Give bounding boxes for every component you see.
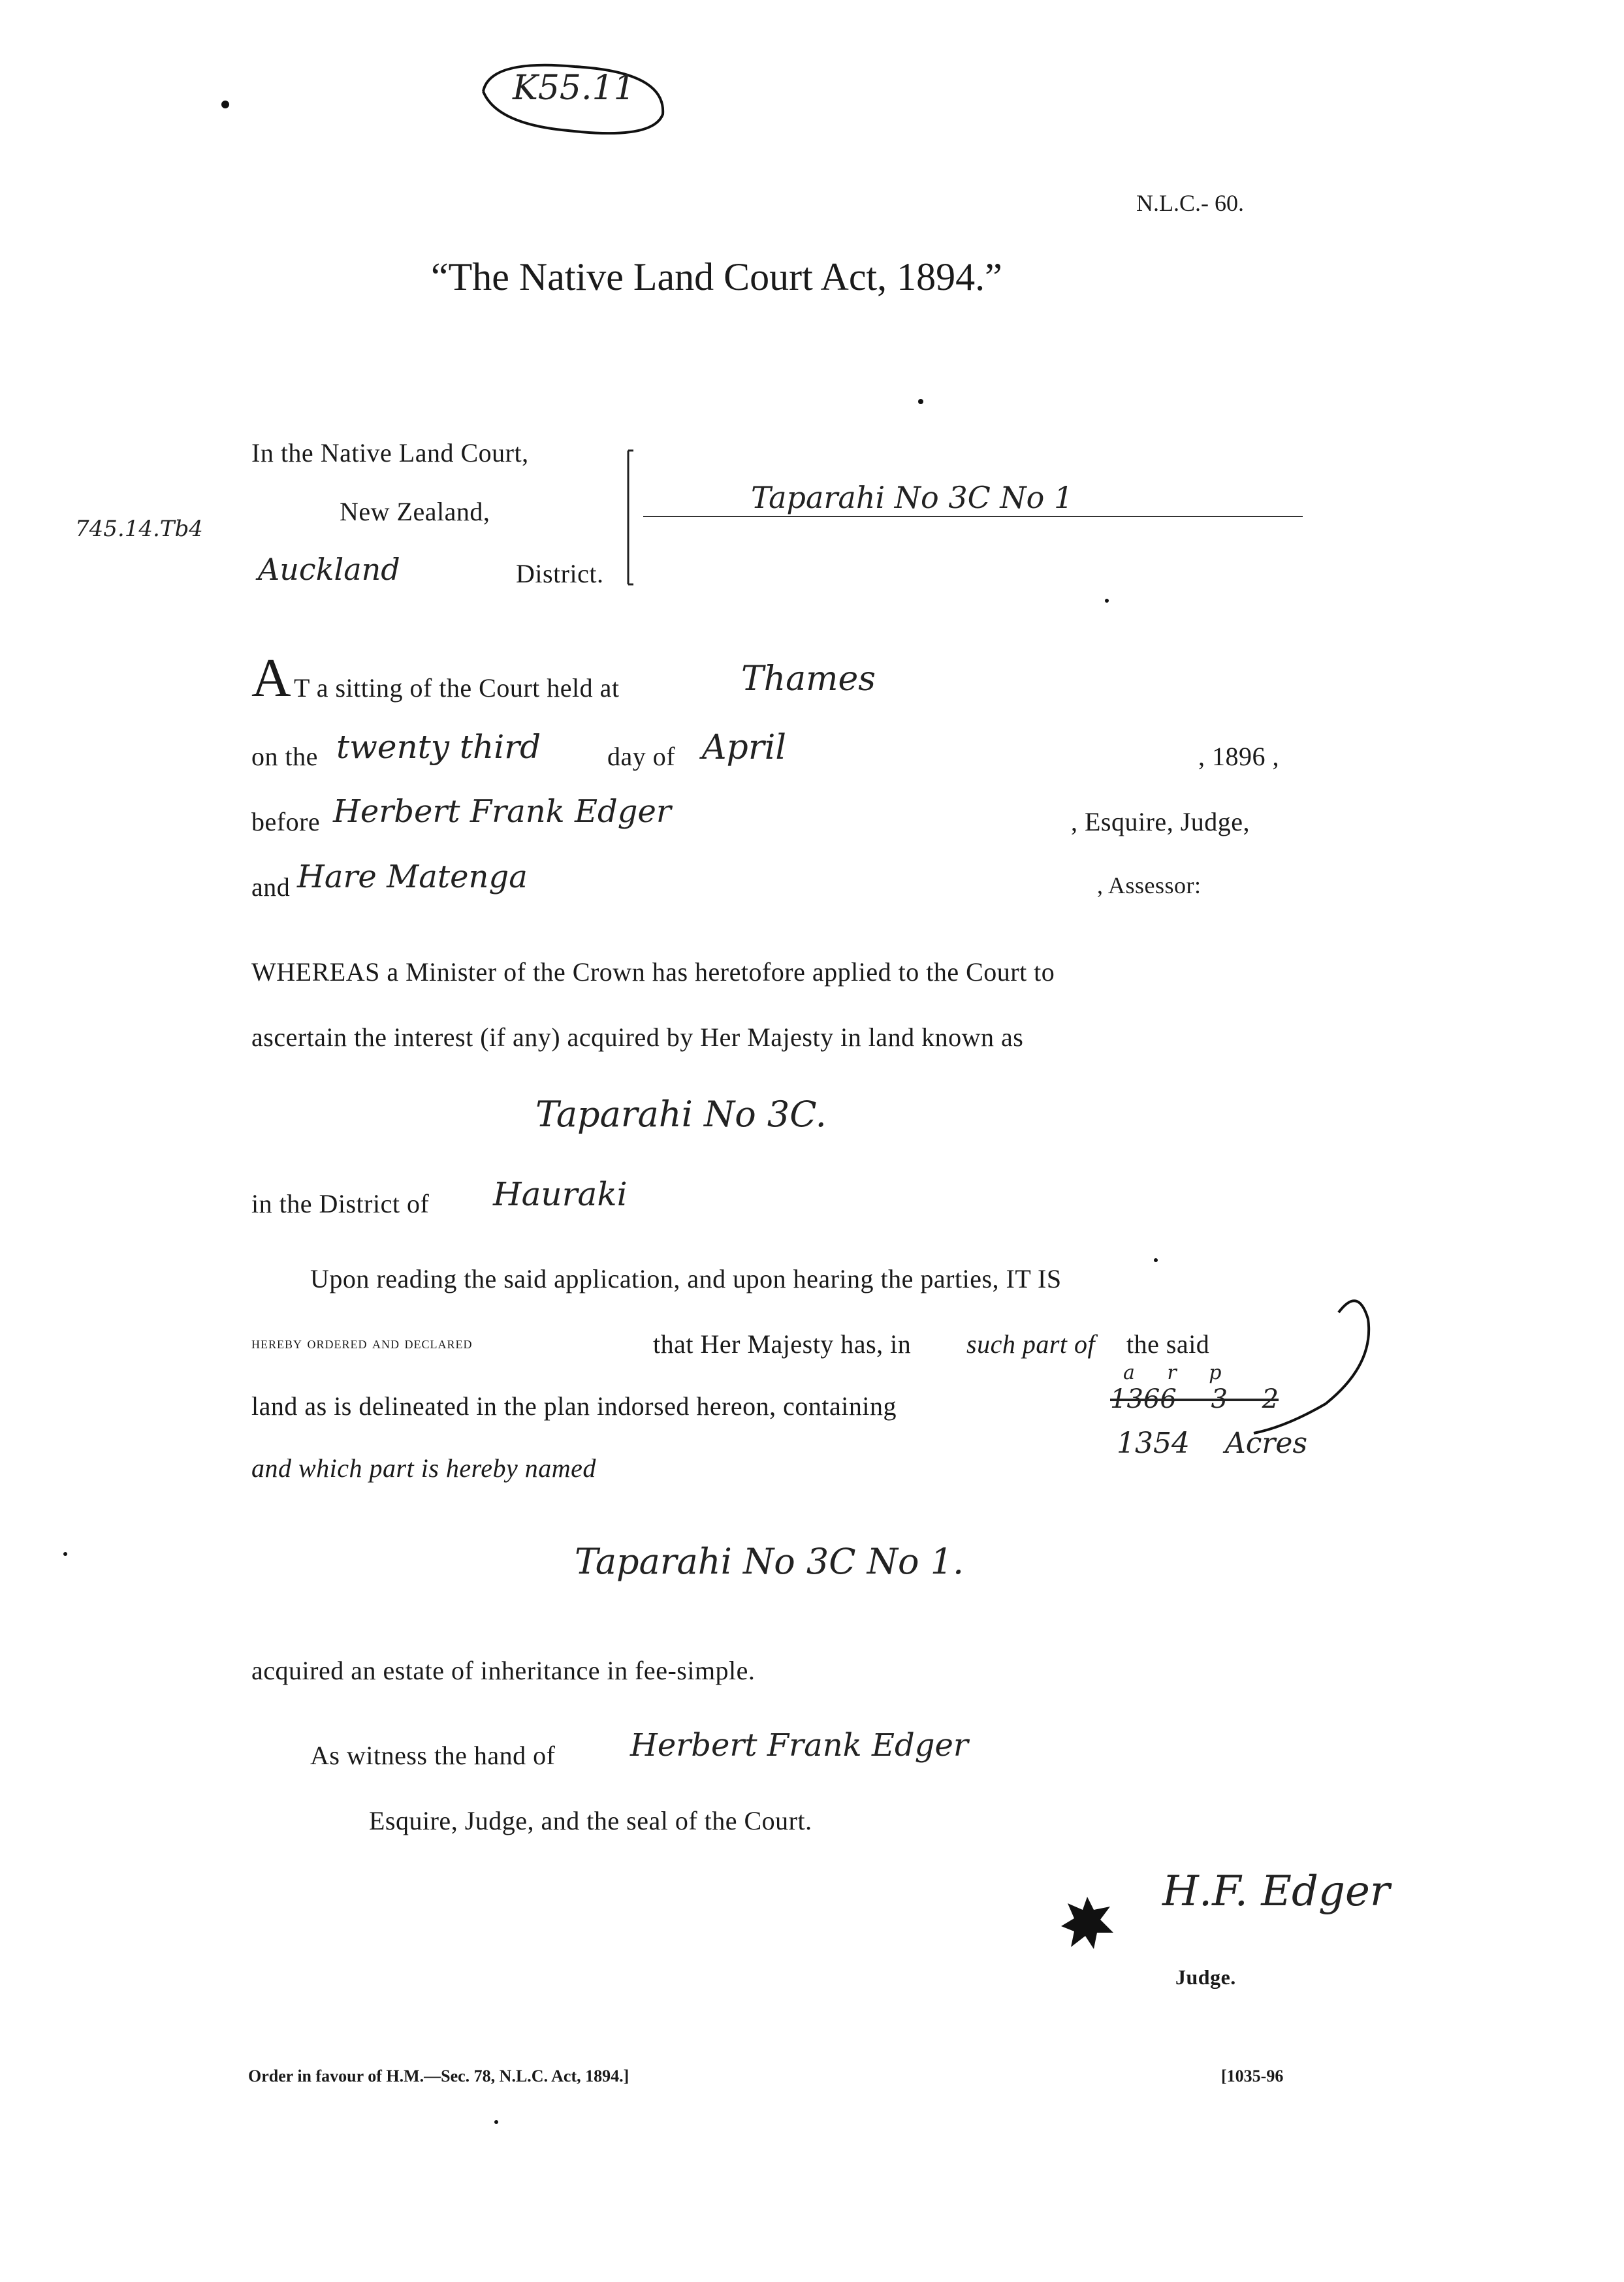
sitting-year: , 1896 , xyxy=(1198,742,1279,771)
sitting-day-of: day of xyxy=(607,742,676,771)
whereas-district-handwritten: Hauraki xyxy=(493,1175,628,1213)
sitting-and: and xyxy=(251,872,291,902)
form-code: N.L.C.- 60. xyxy=(1136,190,1244,216)
judge-label: Judge. xyxy=(1175,1965,1236,1989)
whereas-line-1: WHEREAS a Minister of the Crown has heretofore applied to the Court to xyxy=(251,957,1055,987)
whereas-district-label: in the District of xyxy=(251,1189,430,1218)
order-line-4: and which part is hereby named xyxy=(251,1453,596,1483)
order-line-1: Upon reading the said application, and upon hearing the parties, IT IS xyxy=(310,1264,1062,1293)
caption-line-2: New Zealand, xyxy=(340,497,490,526)
footer-left: Order in favour of H.M.—Sec. 78, N.L.C. Act, 1894.] xyxy=(248,2067,629,2085)
order-line-2-b: the said xyxy=(1126,1329,1210,1359)
sitting-assessor-label: , Assessor: xyxy=(1097,872,1202,898)
sitting-line-1: T a sitting of the Court held at xyxy=(294,673,620,703)
sitting-on-the: on the xyxy=(251,742,318,771)
sitting-assessor-handwritten: Hare Matenga xyxy=(297,859,528,895)
sitting-month-handwritten: April xyxy=(702,728,786,767)
caption-district-handwritten: Auckland xyxy=(258,552,400,587)
order-line-3: land as is delineated in the plan indorsed hereon, containing xyxy=(251,1391,897,1421)
sitting-judge-handwritten: Herbert Frank Edger xyxy=(333,793,671,830)
whereas-land-handwritten: Taparahi No 3C. xyxy=(535,1094,827,1135)
order-line-2-italic: such part of xyxy=(966,1329,1096,1359)
sitting-place-handwritten: Thames xyxy=(741,659,876,699)
margin-note: 745.14.Tb4 xyxy=(75,516,203,542)
judge-signature: H.F. Edger xyxy=(1162,1867,1390,1916)
sitting-before: before xyxy=(251,807,321,836)
whereas-line-2: ascertain the interest (if any) acquired by Her Majesty in land known as xyxy=(251,1022,1024,1052)
sitting-esquire-judge: , Esquire, Judge, xyxy=(1071,807,1250,836)
area-handwritten: 1354 Acres xyxy=(1117,1427,1308,1460)
witness-line-1: As witness the hand of xyxy=(310,1741,556,1770)
footer-right: [1035-96 xyxy=(1221,2067,1284,2085)
caption-line-3: District. xyxy=(516,559,604,588)
order-line-5: acquired an estate of inheritance in fee-simple. xyxy=(251,1656,756,1685)
witness-line-2: Esquire, Judge, and the seal of the Court. xyxy=(369,1806,812,1835)
area-column-headers: a r p xyxy=(1123,1361,1222,1384)
document-heading: “The Native Land Court Act, 1894.” xyxy=(431,255,1002,298)
ref-stamp: K55.11 xyxy=(513,69,635,108)
area-struck-handwritten: 1366 3 2 xyxy=(1110,1384,1279,1414)
named-handwritten: Taparahi No 3C No 1. xyxy=(575,1541,964,1582)
block-name-handwritten: Taparahi No 3C No 1 xyxy=(751,480,1074,515)
sitting-date-handwritten: twenty third xyxy=(336,728,541,766)
witness-judge-handwritten: Herbert Frank Edger xyxy=(630,1727,968,1764)
caption-line-1: In the Native Land Court, xyxy=(251,438,529,467)
order-line-2-a: that Her Majesty has, in xyxy=(653,1329,912,1359)
dropcap: A xyxy=(251,648,291,708)
order-line-2-caps: hereby ordered and declared xyxy=(251,1333,473,1352)
